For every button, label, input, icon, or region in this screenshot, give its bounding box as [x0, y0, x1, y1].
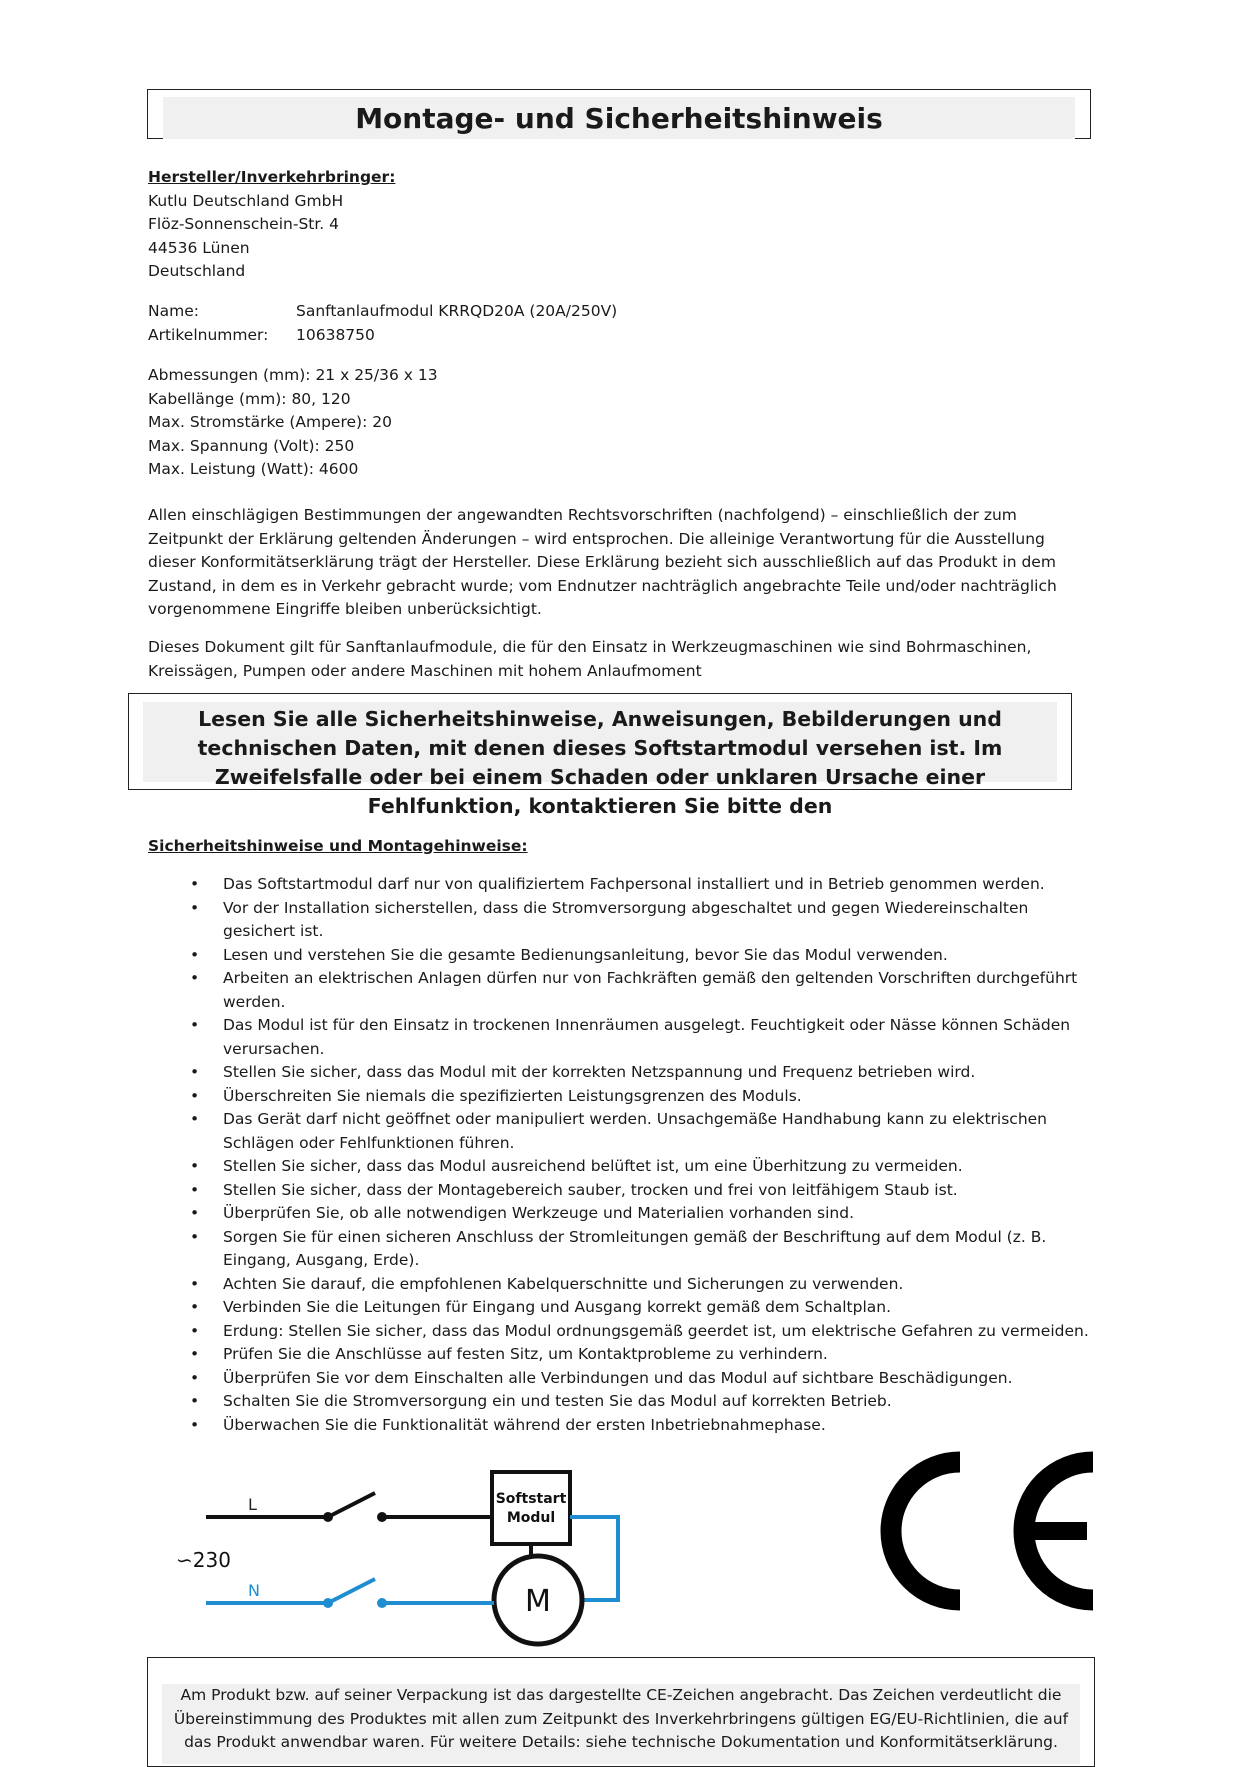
safety-list-item — [148, 1226, 1098, 1273]
safety-item-text: Stellen Sie sicher, dass der Montagebereich sauber, trocken und frei von leitfähigem Staub ist. — [223, 1180, 958, 1199]
switch-lever — [328, 1493, 375, 1517]
safety-list-item — [148, 1179, 1098, 1203]
safety-list-item — [148, 1296, 1098, 1320]
bullet-marker: • — [190, 1321, 200, 1340]
safety-item-text: Überwachen Sie die Funktionalität während der ersten Inbetriebnahmephase. — [223, 1415, 826, 1434]
ce-letter-c — [891, 1462, 960, 1600]
warning-box — [128, 693, 1072, 818]
switch-lever — [328, 1579, 375, 1603]
safety-list-item — [148, 1061, 1098, 1085]
product-name-row — [148, 300, 617, 324]
spec-line: Max. Spannung (Volt): 250 — [148, 436, 355, 455]
bullet-marker: • — [190, 1204, 200, 1222]
safety-item-text: Lesen und verstehen Sie die gesamte Bedienungsanleitung, bevor Sie das Modul verwenden. — [223, 945, 948, 964]
spec-line: Max. Stromstärke (Ampere): 20 — [148, 413, 392, 431]
article-number-row — [148, 324, 617, 348]
ce-notice-text: Am Produkt bzw. auf seiner Verpackung ist das dargestellte CE-Zeichen angebracht. Das Zeichen verdeutlicht die Übereinstimmung des Produktes mit allen zum Zeitpunkt des Inverkehrbringens gültigen EG/EU-Richtlinien, die auf das Produkt anwendbar waren. Für weitere Details: siehe technische Dokumentation und Konformitätserklärung. — [162, 1684, 1080, 1764]
title-box — [147, 89, 1091, 139]
spec-line: Kabellänge (mm): 80, 120 — [148, 389, 351, 408]
safety-list-item — [148, 1320, 1098, 1344]
safety-item-text: Erdung: Stellen Sie sicher, dass das Modul ordnungsgemäß geerdet ist, um elektrische Gefahren zu vermeiden. — [223, 1321, 1089, 1340]
bullet-marker: • — [190, 1016, 200, 1034]
safety-list-item — [148, 873, 1098, 897]
spec-line: Abmessungen (mm): 21 x 25/36 x 13 — [148, 366, 438, 384]
ce-letter-e-bar — [1025, 1522, 1087, 1540]
safety-item-text: Arbeiten an elektrischen Anlagen dürfen nur von Fachkräften gemäß den geltenden Vorschriften durchgeführt werden. — [223, 969, 1078, 1011]
product-name-label: Name: — [148, 302, 199, 320]
module-label-line2: Modul — [506, 1510, 556, 1526]
safety-item-text: Überprüfen Sie vor dem Einschalten alle Verbindungen und das Modul auf sichtbare Beschädigungen. — [223, 1368, 1013, 1387]
bullet-marker: • — [190, 1274, 200, 1293]
safety-list-item — [148, 1108, 1098, 1155]
safety-list-item — [148, 1155, 1098, 1179]
safety-item-text: Das Softstartmodul darf nur von qualifiziertem Fachpersonal installiert und in Betrieb genommen werden. — [223, 875, 1045, 893]
module-label-line1: Softstart — [495, 1491, 567, 1507]
safety-item-text: Schalten Sie die Stromversorgung ein und testen Sie das Modul auf korrekten Betrieb. — [223, 1392, 892, 1410]
safety-list-item — [148, 967, 1098, 1014]
manufacturer-line: Flöz-Sonnenschein-Str. 4 — [148, 215, 340, 233]
bullet-marker: • — [190, 1298, 200, 1316]
bullet-marker: • — [190, 945, 200, 964]
voltage-label: ∽230 — [176, 1548, 231, 1572]
article-number-label: Artikelnummer: — [148, 325, 269, 344]
paragraph-scope: Dieses Dokument gilt für Sanftanlaufmodule, die für den Einsatz in Werkzeugmaschinen wie sind Bohrmaschinen, Kreissägen, Pumpen oder andere Maschinen mit hohem Anlaufmoment — [148, 638, 1032, 680]
warning-text: Lesen Sie alle Sicherheitshinweise, Anweisungen, Bebilderungen und technischen Daten, mit denen dieses Softstartmodul versehen ist. Im Zweifelsfalle oder bei einem Schaden oder unklaren Ursache einer Fehlfunktion, kontaktieren Sie bitte den — [143, 702, 1057, 782]
safety-list-item — [148, 1085, 1098, 1109]
safety-item-text: Verbinden Sie die Leitungen für Eingang und Ausgang korrekt gemäß dem Schaltplan. — [223, 1298, 892, 1316]
bullet-marker: • — [190, 1227, 200, 1246]
safety-item-text: Das Modul ist für den Einsatz in trockenen Innenräumen ausgelegt. Feuchtigkeit oder Nässe können Schäden verursachen. — [223, 1016, 1071, 1058]
bullet-marker: • — [190, 1415, 200, 1434]
bullet-marker: • — [190, 875, 200, 893]
safety-list-item — [148, 897, 1098, 944]
wiring-diagram — [170, 1460, 630, 1650]
safety-heading: Sicherheitshinweise und Montagehinweise: — [148, 837, 528, 855]
safety-item-text: Stellen Sie sicher, dass das Modul ausreichend belüftet ist, um eine Überhitzung zu vermeiden. — [223, 1157, 963, 1175]
safety-list-item — [148, 1343, 1098, 1367]
safety-list — [148, 873, 1098, 1437]
safety-list-item — [148, 1014, 1098, 1061]
safety-item-text: Überprüfen Sie, ob alle notwendigen Werkzeuge und Materialien vorhanden sind. — [223, 1204, 854, 1222]
ce-notice-box — [147, 1657, 1095, 1767]
motor-label: M — [525, 1584, 551, 1619]
bullet-marker: • — [190, 1368, 200, 1387]
safety-item-text: Sorgen Sie für einen sicheren Anschluss der Stromleitungen gemäß der Beschriftung auf dem Modul (z. B. Eingang, Ausgang, Erde). — [223, 1227, 1047, 1269]
label-n: N — [248, 1581, 260, 1600]
manufacturer-line: 44536 Lünen — [148, 238, 250, 257]
bullet-marker: • — [190, 1392, 200, 1410]
bullet-marker: • — [190, 898, 200, 917]
safety-item-text: Das Gerät darf nicht geöffnet oder manipuliert werden. Unsachgemäße Handhabung kann zu elektrischen Schlägen oder Fehlfunktionen führen. — [223, 1110, 1048, 1152]
safety-item-text: Achten Sie darauf, die empfohlenen Kabelquerschnitte und Sicherungen zu verwenden. — [223, 1274, 904, 1293]
safety-list-item — [148, 1273, 1098, 1297]
softstart-module-box — [492, 1472, 570, 1544]
safety-list-item — [148, 1202, 1098, 1226]
ce-mark-icon — [875, 1452, 1093, 1610]
safety-list-item — [148, 944, 1098, 968]
wiring-diagram-svg — [170, 1460, 630, 1650]
bullet-marker: • — [190, 1180, 200, 1199]
product-block — [148, 300, 617, 347]
manufacturer-line: Deutschland — [148, 262, 246, 280]
bullet-marker: • — [190, 1086, 200, 1105]
bullet-marker: • — [190, 1110, 200, 1128]
bullet-marker: • — [190, 1157, 200, 1175]
bullet-marker: • — [190, 1063, 200, 1081]
safety-item-text: Prüfen Sie die Anschlüsse auf festen Sitz, um Kontaktprobleme zu verhindern. — [223, 1345, 828, 1363]
safety-item-text: Überschreiten Sie niemals die spezifizierten Leistungsgrenzen des Moduls. — [223, 1086, 802, 1105]
manufacturer-line: Kutlu Deutschland GmbH — [148, 191, 344, 210]
spec-line: Max. Leistung (Watt): 4600 — [148, 460, 359, 478]
safety-list-item — [148, 1414, 1098, 1438]
safety-item-text: Stellen Sie sicher, dass das Modul mit der korrekten Netzspannung und Frequenz betrieben wird. — [223, 1063, 976, 1081]
label-l: L — [248, 1495, 257, 1514]
bullet-marker: • — [190, 1345, 200, 1363]
page-title: Montage- und Sicherheitshinweis — [163, 97, 1075, 139]
safety-list-item — [148, 1367, 1098, 1391]
ce-mark — [875, 1452, 1093, 1610]
product-name-value: Sanftanlaufmodul KRRQD20A (20A/250V) — [296, 302, 618, 320]
article-number-value: 10638750 — [296, 325, 375, 344]
safety-item-text: Vor der Installation sicherstellen, dass die Stromversorgung abgeschaltet und gegen Wiedereinschalten gesichert ist. — [223, 898, 1029, 940]
bullet-marker: • — [190, 969, 200, 987]
specs-block — [148, 364, 438, 482]
paragraph-conformity: Allen einschlägigen Bestimmungen der angewandten Rechtsvorschriften (nachfolgend) – einschließlich der zum Zeitpunkt der Erklärung geltenden Änderungen – wird entsprochen. Die alleinige Verantwortung für die Ausstellung dieser Konformitätserklärung trägt der Hersteller. Diese Erklärung bezieht sich ausschließlich auf das Produkt in dem Zustand, in dem es in Verkehr gebracht wurde; vom Endnutzer nachträglich angebrachte Teile und/oder nachträglich vorgenommene Eingriffe bleiben unberücksichtigt. — [148, 506, 1057, 618]
manufacturer-block — [148, 166, 395, 284]
manufacturer-heading: Hersteller/Inverkehrbringer: — [148, 168, 396, 186]
safety-list-item — [148, 1390, 1098, 1414]
